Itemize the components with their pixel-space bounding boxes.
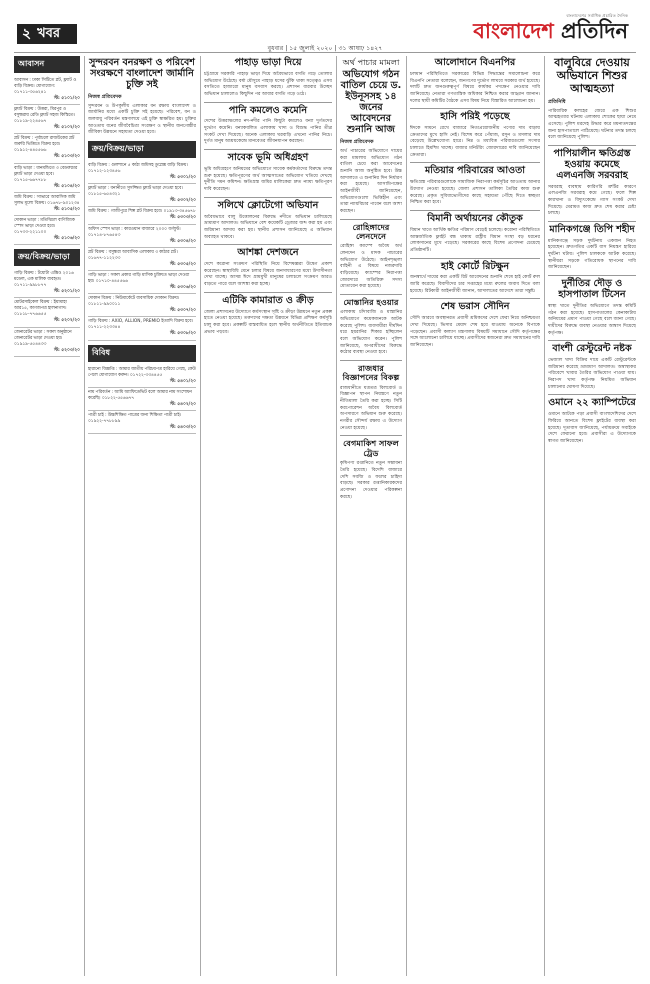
vegetarian-body: কৃষিপণ্য রপ্তানিতে নতুন সম্ভাবনা তৈরি হয়েছে। বিদেশি বাজারে দেশি সবজি ও ফলের চাহিদা বাড়ছে। সরকার রপ্তানিকারকদের প্রণোদনা দেওয়ার পরিকল্পনা করছে। bbox=[340, 461, 402, 500]
classified-ad bbox=[88, 248, 196, 271]
classified-list-1 bbox=[14, 76, 80, 245]
brand-tagline: বাংলাদেশের সর্বাধিক প্রচারিত দৈনিক bbox=[566, 13, 628, 18]
hashi-body: ঈদকে সামনে রেখে বাজারে নিত্যপ্রয়োজনীয় পণ্যের দাম বাড়ায় ক্রেতাদের মুখে হাসি নেই। বিশেষ করে পেঁয়াজ, রসুন ও মসলার দাম বেড়েছে উল্লেখযোগ্য হারে। নিম্ন ও মধ্যবিত্ত পরিবারগুলো সংসার চালাতে হিমশিম খাচ্ছে। বাজার মনিটরিং জোরদারের দাবি জানিয়েছেন ক্রেতারা। bbox=[410, 126, 540, 158]
classified-ad-text: বাড়ি ভাড়া : ধানমন্ডিতে ৩ বেডরুমের ফ্ল্যাট ভাড়া দেওয়া হবে। ০১৭১৫-৬৬৭৭৮৮ bbox=[14, 165, 78, 183]
classified-ad-tag: স্ট: ৫৩০৭/২০ bbox=[170, 308, 196, 314]
highcourt-body: জনস্বার্থে দায়ের করা একটি রিট আবেদনের শুনানি শেষে হাই কোর্ট রুল জারি করেছে। বিবাদীদের চার সপ্তাহের মধ্যে রুলের জবাব দিতে বলা হয়েছে। রিটকারী আইনজীবী জানান, আদালতের আদেশে তারা সন্তুষ্ট। bbox=[410, 275, 540, 294]
sundarban-body: সুন্দরবন ও উপকূলীয় এলাকার বন রক্ষায় বাংলাদেশ ও জার্মানির মধ্যে একটি চুক্তি সই হয়েছে। পরিবেশ, বন ও জলবায়ু পরিবর্তন মন্ত্রণালয়ে এই চুক্তি স্বাক্ষরিত হয়। চুক্তির আওতায় বনের জীববৈচিত্র্য সংরক্ষণ ও স্থানীয় জনগোষ্ঠীর জীবিকা উন্নয়নে সহায়তা দেওয়া হবে। bbox=[88, 103, 196, 136]
classified-ad bbox=[14, 193, 80, 216]
classified-ad-text: হারানো বিজ্ঞপ্তি : আমার জাতীয় পরিচয়পত্র হারিয়ে গেছে, কেউ পেলে যোগাযোগ করুন। ০১৭২২-৩৩৪৪৫৫ bbox=[88, 366, 196, 378]
bangshi-headline: বাংশী রেস্টুরেন্ট নষ্টক bbox=[552, 343, 632, 355]
separator bbox=[548, 145, 636, 146]
classified-ad-text: অফিস স্পেস ভাড়া : কারওয়ান বাজারে ২০০০ বর্গফুট। ০১৭১৪-৮৭৬৫৪৩ bbox=[88, 226, 181, 238]
classified-ad bbox=[88, 271, 196, 294]
rajtar-body: রাজধানীতে যত্রতত্র বিলবোর্ড ও বিজ্ঞাপন স্থাপন নিয়ন্ত্রণে নতুন নীতিমালা তৈরি করা হচ্ছে। সিটি করপোরেশন অবৈধ বিলবোর্ড অপসারণে অভিযান শুরু করেছে। নগরীর সৌন্দর্য রক্ষায় এ উদ্যোগ নেওয়া হয়েছে। bbox=[340, 385, 402, 431]
brand-wordmark bbox=[473, 20, 628, 41]
classified-ad-tag: স্ট: ৫১০৪/২০ bbox=[54, 183, 80, 189]
classified-ad-tag: স্ট: ৫৩০১/২০ bbox=[170, 175, 196, 181]
separator bbox=[340, 360, 402, 361]
aldeni-body: চলমান পরিস্থিতিতে সরকারের বিভিন্ন সিদ্ধান্তের সমালোচনা করে বিএনপি নেতারা বলেছেন, জনগণের দুর্ভোগ লাঘবে সরকার ব্যর্থ হয়েছে। দলটি দ্রুত জনগুরুত্বপূর্ণ বিষয়ে কার্যকর পদক্ষেপ নেওয়ার দাবি জানিয়েছে। নেতারা গণতান্ত্রিক অধিকার নিশ্চিত করার আহ্বান জানান। দলের স্থায়ী কমিটির বৈঠকে এসব বিষয় নিয়ে বিস্তারিত আলোচনা হয়। bbox=[410, 71, 540, 104]
shesh-body: সৌদি আরবে অবস্থানরত প্রবাসী শ্রমিকদের দেশে ফেরা নিয়ে অনিশ্চয়তা দেখা দিয়েছে। ভিসার মেয়াদ শেষ হয়ে যাওয়ায় অনেকে বিপাকে পড়েছেন। প্রবাসী কল্যাণ মন্ত্রণালয় বিষয়টি সমাধানে সৌদি কর্তৃপক্ষের সঙ্গে আলোচনা চালিয়ে যাচ্ছে। প্রবাসীদের স্বজনেরা দ্রুত সমাধানের দাবি জানিয়েছেন। bbox=[410, 316, 540, 348]
brand-logo bbox=[473, 13, 628, 41]
separator bbox=[410, 298, 540, 299]
arth-headline: অভিযোগ গঠন বাতিল চেয়ে ড. ইউনূসসহ ১৪ জনের আবেদনের শুনানি আজ bbox=[340, 69, 402, 136]
durnity-headline: দুর্নীতির দৌড় ও হাসপাতাল টিসেন bbox=[558, 278, 626, 301]
bimani-headline: বিমানী অর্থায়নের কৌতুক bbox=[427, 212, 523, 224]
bangshi-body: ভেজাল খাদ্য বিক্রির দায়ে একটি রেস্টুরেন্টকে জরিমানা করেছে ভ্রাম্যমাণ আদালত। অস্বাস্থ্যকর পরিবেশে খাবার তৈরির অভিযোগ পাওয়া যায়। নিরাপদ খাদ্য কর্তৃপক্ষ নিয়মিত অভিযান চালানোর ঘোষণা দিয়েছে। bbox=[548, 358, 636, 390]
classified-ad-text: জমি বিক্রয় : গাজীপুরে শিল্প প্লট বিক্রয় হবে। ০১৯১৩-৩৪৫৬৭৮ bbox=[88, 209, 196, 215]
column-divider bbox=[406, 56, 407, 976]
news-col-5 bbox=[410, 56, 540, 976]
separator bbox=[204, 102, 332, 103]
emergency-headline: এটিকি কামারাত ও ক্রীড় bbox=[222, 294, 314, 306]
manikganj-body: মানিকগঞ্জে সড়ক দুর্ঘটনায় একজন নিহত হয়েছেন। দ্রুতগতির একটি বাস নিয়ন্ত্রণ হারিয়ে দুর্ঘটনা ঘটায়। পুলিশ চালককে আটক করেছে। স্থানীয়রা সড়কে গতিরোধক স্থাপনের দাবি জানিয়েছেন। bbox=[548, 238, 636, 271]
masthead-rule bbox=[14, 52, 636, 53]
classified-list-1b bbox=[14, 269, 80, 357]
separator bbox=[548, 340, 636, 341]
classified-ad-text: গাড়ি বিক্রয় : টয়োটা এক্সিও ২০১৬ মডেল, এক মালিক ব্যবহৃত। ০১৭১১-৯৯৮৮৭৭ bbox=[14, 271, 74, 289]
separator bbox=[410, 162, 540, 163]
papiya-headline: পাপিয়ালীন ক্ষতিগ্রস্ত হওয়ায় কমেছে এলএনজি সরবরাহ bbox=[553, 147, 631, 181]
separator bbox=[204, 197, 332, 198]
separator bbox=[204, 292, 332, 293]
classified-ad bbox=[14, 328, 80, 357]
lobh-headline: সাবেক ভূমি অধিগ্রহণ bbox=[227, 152, 309, 164]
classified-header-4: বিবিধ bbox=[88, 345, 196, 362]
arth-body: অর্থ পাচারের অভিযোগে দায়ের করা মামলায় অভিযোগ গঠন বাতিল চেয়ে করা আবেদনের শুনানি আজ অনুষ্ঠিত হবে। উচ্চ আদালতে এ শুনানির দিন নির্ধারণ করা হয়েছে। আসামিপক্ষের আইনজীবী জানিয়েছেন, অভিযোগগুলো ভিত্তিহীন এবং তারা ন্যায়বিচার পাবেন বলে আশা করছেন। bbox=[340, 148, 402, 214]
sollikh-body: অবৈধভাবে বালু উত্তোলনের বিরুদ্ধে নদীতে অভিযান চালিয়েছে ভ্রাম্যমাণ আদালত। অভিযানে বেশ কয়েকটি ড্রেজার জব্দ করা হয় এবং জরিমানা আদায় করা হয়। স্থানীয় প্রশাসন জানিয়েছে এ অভিযান অব্যাহত থাকবে। bbox=[204, 214, 332, 240]
classified-ad-tag: স্ট: ৫১০১/২০ bbox=[54, 96, 80, 102]
classified-ad-text: গাড়ি বিক্রয় : AXIO, ALLION, PREMIO ইত্যাদি বিক্রয় হবে। ০১৭১১-২২৩৩৪৪ bbox=[88, 319, 194, 331]
classified-ad bbox=[88, 207, 196, 224]
classified-ad bbox=[88, 294, 196, 317]
rohingya-body: রোহিঙ্গা ক্যাম্পে অবৈধ অর্থ লেনদেন ও মাদক পাচারের অভিযোগ উঠেছে। আইনশৃঙ্খলা বাহিনী এ বিষয়ে নজরদারি বাড়িয়েছে। ক্যাম্পের নিরাপত্তা জোরদারে অতিরিক্ত সদস্য মোতায়েন করা হয়েছে। bbox=[340, 244, 402, 290]
columns bbox=[14, 56, 636, 976]
classifieds-col-2 bbox=[88, 56, 196, 976]
separator bbox=[548, 275, 636, 276]
classified-ad-tag: স্ট: ৫৩০৩/২০ bbox=[170, 215, 196, 221]
sundarban-byline: নিজস্ব প্রতিবেদক bbox=[88, 93, 122, 100]
classified-ad bbox=[88, 411, 196, 434]
classified-ad-tag: স্ট: ৫১০৫/২০ bbox=[54, 206, 80, 212]
column-divider bbox=[200, 56, 201, 976]
classified-ad-tag: স্ট: ৫১০২/২০ bbox=[54, 125, 80, 131]
separator bbox=[340, 435, 402, 436]
classified-header-2: ক্রয়/বিক্রয়/ভাড়া bbox=[88, 141, 196, 158]
oman-headline: ওমানে ২২ ক্যাম্পিটেরে bbox=[548, 397, 636, 409]
classified-ad bbox=[14, 164, 80, 193]
brand-first: বাংলাদেশ bbox=[473, 18, 554, 43]
classified-header-1: আবাসন bbox=[14, 56, 80, 73]
rajtar-headline: রাজধার বিজ্ঞাপনের বিকল্প bbox=[342, 362, 400, 383]
page-number-box bbox=[17, 24, 77, 44]
separator bbox=[204, 244, 332, 245]
arth-byline: নিজস্ব প্রতিবেদক bbox=[340, 138, 374, 145]
classified-ad-tag: স্ট: ৫২০২/২০ bbox=[54, 318, 80, 324]
classified-ad bbox=[14, 216, 80, 245]
motijheel-body: ক্ষতিগ্রস্ত পরিবারগুলোকে সামাজিক নিরাপত্তা কর্মসূচির আওতায় আনার উদ্যোগ নেওয়া হয়েছে। জেলা প্রশাসন তালিকা তৈরির কাজ শুরু করেছে। প্রকৃত সুবিধাভোগীদের কাছে সহায়তা পৌঁছে দিতে স্বচ্ছতা নিশ্চিত করা হবে। bbox=[410, 180, 540, 206]
papiya-body: সরবরাহ ব্যবস্থায় কারিগরি ত্রুটির কারণে এলএনজি সরবরাহ কমে গেছে। ফলে শিল্প কারখানা ও বিদ্যুৎকেন্দ্রে গ্যাস সংকট দেখা দিয়েছে। মেরামত কাজ দ্রুত শেষ করার চেষ্টা চলছে। bbox=[548, 184, 636, 217]
classified-ad-tag: স্ট: ৫৩০২/২০ bbox=[170, 198, 196, 204]
ashanki-body: দেশে করোনা সংক্রমণ পরিস্থিতি নিয়ে বিশেষজ্ঞরা উদ্বেগ প্রকাশ করেছেন। স্বাস্থ্যবিধি মেনে চলার বিষয়ে জনসাধারণের মধ্যে উদাসীনতা দেখা যাচ্ছে। আসন্ন ঈদে গ্রামমুখী মানুষের চলাচলে সংক্রমণ আরও বাড়তে পারে বলে আশঙ্কা করা হচ্ছে। bbox=[204, 262, 332, 288]
oman-body: ওমানে আটকে পড়া প্রবাসী বাংলাদেশিদের দেশে ফিরিয়ে আনতে বিশেষ ফ্লাইটের ব্যবস্থা করা হয়েছে। দূতাবাস জানিয়েছে, পর্যায়ক্রমে সবাইকে দেশে ফেরানো হবে। প্রবাসীরা এ উদ্যোগকে স্বাগত জানিয়েছেন। bbox=[548, 412, 636, 444]
separator bbox=[340, 219, 402, 220]
column-divider bbox=[544, 56, 545, 976]
classifieds-col-1 bbox=[14, 56, 80, 976]
sundarban-headline: সুন্দরবন বনরক্ষণ ও পরিবেশ সংরক্ষণে বাংলাদেশ জার্মানি চুক্তি সই bbox=[89, 57, 195, 90]
classified-ad-tag: স্ট: ৫১০৬/২০ bbox=[54, 236, 80, 242]
classified-ad bbox=[88, 161, 196, 184]
classified-ad-tag: স্ট: ৫৩০৫/২০ bbox=[170, 261, 196, 267]
classified-ad bbox=[88, 225, 196, 248]
classified-ad-tag: স্ট: ৫২০৩/২০ bbox=[54, 347, 80, 353]
classified-ad bbox=[88, 388, 196, 411]
classified-ad-tag: স্ট: ৫১০৩/২০ bbox=[54, 154, 80, 160]
highcourt-headline: হাই কোর্টে রিটক্ষুন bbox=[440, 260, 510, 272]
separator bbox=[548, 394, 636, 395]
classified-ad-text: জমি বিক্রয় : সাভারে আবাসিক জমি সুলভ মূল্যে বিক্রয়। ০১৬৭৮-৯০১২৩৪ bbox=[14, 194, 80, 206]
classified-ad-text: জেনারেটর ভাড়া : সকল অনুষ্ঠানে জেনারেটর ভাড়া দেওয়া হয়। ০১৯১৯-৫৫৪৪৩৩ bbox=[14, 329, 72, 347]
brand-second: প্রতিদিন bbox=[553, 18, 628, 43]
classified-ad bbox=[14, 105, 80, 134]
classified-ad-text: ফ্ল্যাট বিক্রয় : উত্তরা, মিরপুর ও বসুন্ধরায় রেডি ফ্ল্যাট সহজ কিস্তিতে। ০১৮১৯-২২৪৫৬৭ bbox=[14, 107, 75, 125]
sollikh-headline: সলিখে ক্লোটেগো অভিযান bbox=[217, 199, 319, 211]
motijheel-headline: মতিয়ার পরিবারের আওতা bbox=[425, 165, 525, 177]
column-divider bbox=[84, 56, 85, 976]
pahar-headline: পাহাড় ভাড়া দিয়ে bbox=[234, 57, 302, 68]
manikganj-headline: মানিকগঞ্জে তিপি শহীদ bbox=[549, 223, 635, 235]
lobh-body: ভূমি অধিগ্রহণে অনিয়মের অভিযোগে সাবেক কর্মকর্তাদের বিরুদ্ধে তদন্ত শুরু হয়েছে। ক্ষতিপূরণের অর্থ আত্মসাতের অভিযোগ খতিয়ে দেখছে দুর্নীতি দমন কমিশন। ক্ষতিগ্রস্ত জমির মালিকেরা দ্রুত ন্যায্য ক্ষতিপূরণ দাবি করেছেন। bbox=[204, 167, 332, 192]
classified-ad-text: গাড়ি ভাড়া : সকল প্রকার গাড়ি মাসিক চুক্তিতে ভাড়া দেওয়া হয়। ০১৭১০-৪৪৫৫৬৬ bbox=[88, 272, 190, 284]
classified-ad-tag: স্ট: ৫৩০৮/২০ bbox=[170, 331, 196, 337]
shesh-headline: শেষ ভরাস সৌদিন bbox=[440, 301, 510, 313]
pahar-body: চট্টগ্রামে সরকারি পাহাড় ভাড়া দিয়ে অবৈধভাবে বসতি গড়ে তোলার অভিযোগ উঠেছে। বর্ষা মৌসুমে পাহাড় ধসের ঝুঁকি থাকা সত্ত্বেও এসব বসতিতে হাজারো মানুষ বসবাস করছে। প্রশাসন বারবার উচ্ছেদ অভিযান চালালেও কিছুদিন পর আবার বসতি গড়ে ওঠে। bbox=[204, 71, 332, 97]
news-col-6 bbox=[548, 56, 636, 976]
separator bbox=[548, 221, 636, 222]
classified-ad bbox=[14, 269, 80, 298]
classified-ad-tag: স্ট: ৫৩০৬/২০ bbox=[170, 285, 196, 290]
classified-ad-tag: স্ট: ৫২০১/২০ bbox=[54, 289, 80, 295]
classified-ad bbox=[88, 365, 196, 388]
separator bbox=[340, 294, 402, 295]
classified-ad-tag: স্ট: ৫৪০৩/২০ bbox=[170, 424, 196, 430]
classified-ad-text: ফ্ল্যাট ভাড়া : বনানীতে সুসজ্জিত ফ্ল্যাট ভাড়া দেওয়া হবে। ০১৮১৫-৬৫৪৩২১ bbox=[88, 186, 183, 198]
classified-ad bbox=[14, 134, 80, 163]
classified-ad bbox=[14, 298, 80, 327]
classified-list-2 bbox=[88, 161, 196, 340]
ashanki-headline: আশঙ্কা দেশজনে bbox=[237, 247, 299, 259]
classified-ad bbox=[88, 317, 196, 340]
balubaz-headline: বালুবিরে দেওয়ায় অভিযানে শিশুর আত্মহত্যা bbox=[554, 56, 630, 96]
separator bbox=[204, 149, 332, 150]
classified-ad-text: বাড়ি বিক্রয় : গুলশানে ৫ কাঠা জমিসহ ডুপ্লেক্স বাড়ি বিক্রয়। ০১৭১২-১২৩৪৫৬ bbox=[88, 163, 188, 175]
classified-ad-tag: স্ট: ৫৪০১/২০ bbox=[170, 378, 196, 384]
bimani-body: বিমান খাতে আর্থিক ক্ষতির পরিমাণ বেড়েই চলেছে। করোনা পরিস্থিতিতে আন্তর্জাতিক ফ্লাইট বন্ধ থাকায় রাষ্ট্রীয় বিমান সংস্থা বড় ধরনের লোকসানের মুখে পড়েছে। সরকারের কাছে বিশেষ প্রণোদনা চেয়েছে প্রতিষ্ঠানটি। bbox=[410, 227, 540, 253]
separator bbox=[410, 108, 540, 109]
classified-ad bbox=[88, 184, 196, 207]
emergency-body: জেলা প্রশাসনের উদ্যোগে কর্মসংস্থান সৃষ্টি ও ক্রীড়া উন্নয়নে নতুন প্রকল্প হাতে নেওয়া হয়েছে। তরুণদের দক্ষতা উন্নয়নে বিভিন্ন প্রশিক্ষণ কর্মসূচি চালু করা হবে। প্রকল্পটি বাস্তবায়িত হলে স্থানীয় অর্থনীতিতে ইতিবাচক প্রভাব পড়বে। bbox=[204, 309, 332, 335]
hashi-headline: হাসি পরিই পড়েছে bbox=[440, 111, 510, 123]
news-col-3 bbox=[204, 56, 332, 976]
classified-ad-text: দোকান ভাড়া : মতিঝিলে বাণিজ্যিক স্পেস ভাড়া দেওয়া হবে। ০১৭৩৩-২২১১০০ bbox=[14, 218, 75, 236]
durnity-body: স্বাস্থ্য খাতে দুর্নীতির অভিযোগে তদন্ত কমিটি গঠন করা হয়েছে। হাসপাতালের কেনাকাটায় অনিয়মের প্রমাণ পাওয়া গেছে বলে জানা গেছে। দায়ীদের বিরুদ্ধে ব্যবস্থা নেওয়ার আশ্বাস দিয়েছে কর্তৃপক্ষ। bbox=[548, 303, 636, 336]
separator bbox=[410, 210, 540, 211]
news-col-4 bbox=[340, 56, 402, 976]
dateline: বুধবার | ১৫ জুলাই ২০২০ | ৩১ আষাঢ় ১৪২৭ bbox=[267, 45, 383, 52]
classified-ad-text: প্লট বিক্রয় : বসুন্ধরা আবাসিক এলাকায় ৩ কাঠার প্লট। ০১৬৭৭-১১২২৩৩ bbox=[88, 249, 178, 261]
classified-ad bbox=[14, 76, 80, 105]
classified-list-2b bbox=[88, 365, 196, 435]
classified-ad-text: নাম পরিবর্তন : আমি অ্যাফিডেভিট বলে আমার নাম সংশোধন করেছি। ০১৮২২-৫৫৬৬৭৭ bbox=[88, 389, 192, 401]
section-name: খবর bbox=[37, 25, 61, 41]
classified-ad-text: পাত্রী চাই : উচ্চশিক্ষিত পাত্রের জন্য শিক্ষিতা পাত্রী চাই। ০১৯২২-৭৭৮৮৯৯ bbox=[88, 412, 182, 424]
aldeni-headline: আলোদানে বিএনপির bbox=[434, 57, 516, 68]
balubaz-byline: প্রতিনিধি bbox=[548, 98, 566, 105]
classified-header-3: ক্রয়/বিক্রয়/ভাড়া bbox=[14, 249, 80, 266]
classified-ad-text: দোকান বিক্রয় : নিউমার্কেটে ব্যবসায়িক দোকান বিক্রয়। ০১৮১১-৯৯০০১১ bbox=[88, 296, 180, 308]
pani-headline: পানি কমলেও কমেনি bbox=[228, 104, 308, 116]
mostanir-body: এলাকায় চাঁদাবাজি ও মাস্তানির অভিযোগে কয়েকজনকে আটক করেছে পুলিশ। ব্যবসায়ীরা দীর্ঘদিন ধরে হয়রানির শিকার হচ্ছিলেন বলে অভিযোগ করেন। পুলিশ জানিয়েছে, অপরাধীদের বিরুদ্ধে কঠোর ব্যবস্থা নেওয়া হবে। bbox=[340, 310, 402, 356]
classified-ad-text: মোটরসাইকেল বিক্রয় : ইয়ামাহা আর১৫, কাগজপত্র হালনাগাদ। ০১৮১৮-৭৭৬৬৫৫ bbox=[14, 300, 67, 318]
classified-ad-tag: স্ট: ৫৪০২/২০ bbox=[170, 401, 196, 407]
masthead bbox=[14, 10, 636, 54]
classified-ad-tag: স্ট: ৫৩০৪/২০ bbox=[170, 238, 196, 244]
separator bbox=[410, 258, 540, 259]
balubaz-body: পারিবারিক কলহের জেরে এক শিশুর আত্মহত্যার ঘটনায় এলাকায় শোকের ছায়া নেমে এসেছে। পুলিশ মরদেহ উদ্ধার করে ময়নাতদন্তের জন্য হাসপাতালে পাঠিয়েছে। ঘটনার তদন্ত চলছে বলে জানিয়েছে পুলিশ। bbox=[548, 108, 636, 141]
pani-body: দেশের উত্তরাঞ্চলের নদ-নদীর পানি কিছুটা কমলেও বন্যা দুর্গতদের দুর্ভোগ কমেনি। বন্যাকবলিত এলাকায় খাদ্য ও বিশুদ্ধ পানির তীব্র সংকট দেখা দিয়েছে। অনেক এলাকায় ঘরবাড়ি এখনো পানির নিচে। দুর্গত মানুষ আশ্রয়কেন্দ্রে মানবেতর জীবনযাপন করছেন। bbox=[204, 119, 332, 145]
rohingya-headline: রোহিঙ্গাদের লেনদেনে bbox=[352, 221, 390, 241]
arth-kicker: অর্থ পাচার মামলা bbox=[342, 57, 400, 67]
classified-ad-text: প্লট বিক্রয় : পূর্বাচলে রাজউকের প্লট জরুরি ভিত্তিতে বিক্রয় হবে। ০১৯১২-৪৪৫৫৬৬ bbox=[14, 136, 75, 154]
classified-ad-text: আবাসন : ঢাকা সিটিতে প্লট, ফ্ল্যাট ও বাড়ি বিক্রয়। যোগাযোগ: ০১৭১১-৩৫৬২৪১ bbox=[14, 78, 77, 96]
vegetarian-headline: বেগমাকিশ সাফল ট্রেড bbox=[343, 438, 399, 458]
column-divider bbox=[336, 56, 337, 976]
page-number: ২ bbox=[22, 26, 32, 42]
mostanir-headline: মোস্তানির হওয়ার bbox=[343, 296, 399, 307]
